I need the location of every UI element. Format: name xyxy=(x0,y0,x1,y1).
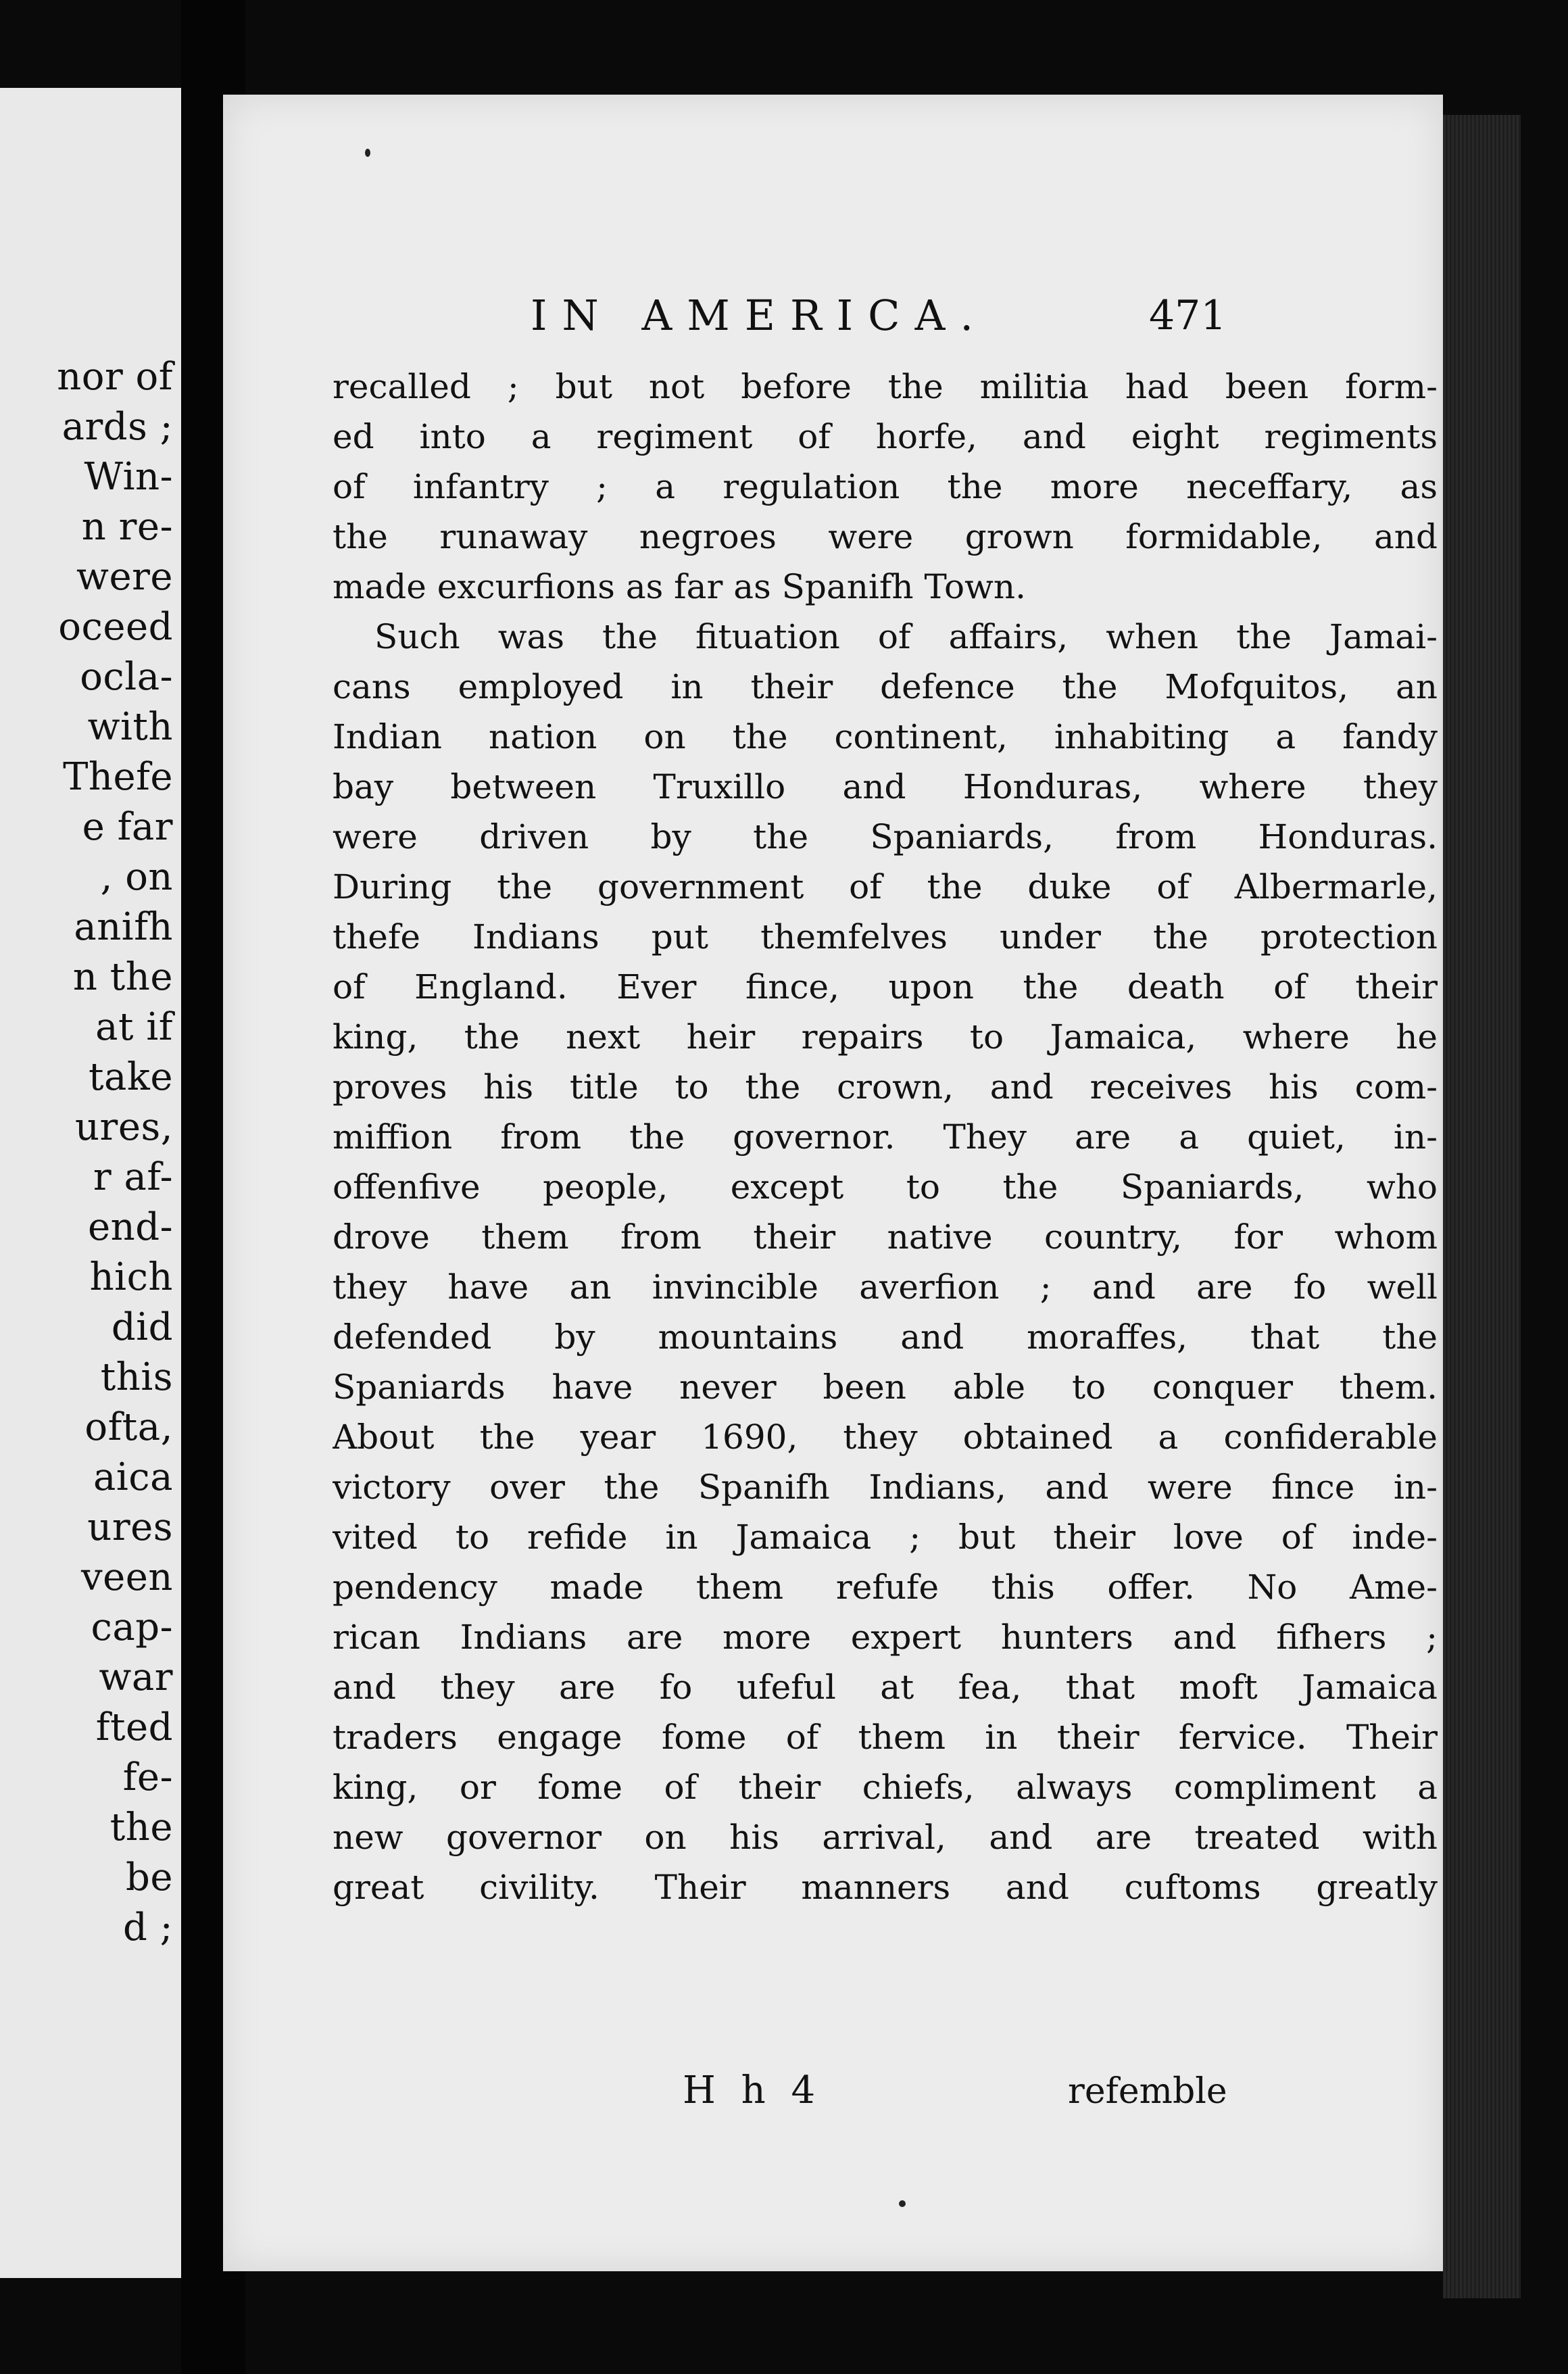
previous-page-line-end: aica xyxy=(93,1455,173,1499)
catchword: refemble xyxy=(1068,2071,1227,2112)
previous-page-line-end: ures, xyxy=(74,1105,173,1149)
previous-page-line-end: , on xyxy=(100,855,173,899)
text-line: of infantry ; a regulation the more neceffary, as xyxy=(333,467,1438,506)
previous-page-line-end: e far xyxy=(82,805,173,849)
previous-page-line-end: n re- xyxy=(81,505,173,549)
previous-page-line-end: fted xyxy=(95,1705,173,1749)
text-line: cans employed in their defence the Mofquitos, an xyxy=(333,667,1438,706)
text-line: vited to refide in Jamaica ; but their love of inde- xyxy=(333,1518,1438,1557)
previous-page-line-end: nor of xyxy=(57,355,173,399)
ink-speck xyxy=(899,2200,906,2207)
text-line: About the year 1690, they obtained a confiderable xyxy=(333,1418,1438,1457)
previous-page-line-end: be xyxy=(126,1856,173,1899)
previous-page-line-end: with xyxy=(87,705,173,749)
signature-mark: H h 4 xyxy=(683,2068,823,2112)
previous-page-line-end: Win- xyxy=(84,455,173,499)
running-head xyxy=(223,291,1443,352)
page-edges xyxy=(1443,115,1521,2298)
text-line: bay between Truxillo and Honduras, where they xyxy=(333,767,1438,806)
previous-page-line-end: take xyxy=(89,1055,173,1099)
text-line: drove them from their native country, for whom xyxy=(333,1217,1438,1257)
text-line: Spaniards have never been able to conquer them. xyxy=(333,1367,1438,1407)
previous-page-line-end: r af- xyxy=(93,1155,173,1199)
text-line: new governor on his arrival, and are treated with xyxy=(333,1818,1438,1857)
text-line: they have an invincible averfion ; and are fo well xyxy=(333,1267,1438,1307)
previous-page-line-end: d ; xyxy=(122,1906,173,1949)
text-line: recalled ; but not before the militia had been form- xyxy=(333,367,1438,406)
text-line: ed into a regiment of horfe, and eight regiments xyxy=(333,417,1438,456)
text-line: defended by mountains and moraffes, that the xyxy=(333,1317,1438,1357)
text-line: were driven by the Spaniards, from Honduras. xyxy=(333,817,1438,856)
previous-page-line-end: veen xyxy=(81,1555,173,1599)
previous-page-line-end: cap- xyxy=(91,1605,173,1649)
text-line: proves his title to the crown, and receives his com- xyxy=(333,1067,1438,1107)
text-line: made excurfions as far as Spanifh Town. xyxy=(333,567,1026,606)
text-line: king, or fome of their chiefs, always compliment a xyxy=(333,1768,1438,1807)
text-line: thefe Indians put themfelves under the protection xyxy=(333,917,1438,956)
previous-page-line-end: anifh xyxy=(74,905,173,949)
previous-page-line-end: the xyxy=(109,1806,173,1849)
paragraph-first-line: Such was the fituation of affairs, when the Jamai- xyxy=(374,617,1438,656)
page-number: 471 xyxy=(1149,292,1227,339)
text-line: traders engage fome of them in their fervice. Their xyxy=(333,1718,1438,1757)
previous-page-line-end: ofta, xyxy=(84,1405,173,1449)
text-line: Indian nation on the continent, inhabiting a fandy xyxy=(333,717,1438,756)
text-line: rican Indians are more expert hunters and fifhers ; xyxy=(333,1618,1438,1657)
text-line: great civility. Their manners and cuftoms greatly xyxy=(333,1868,1438,1907)
book-page xyxy=(223,95,1443,2271)
previous-page-line-end: at if xyxy=(95,1005,173,1049)
previous-page-line-end: were xyxy=(76,555,173,599)
ink-speck xyxy=(365,149,370,157)
previous-page-line-end: oceed xyxy=(58,605,173,649)
text-line: offenfive people, except to the Spaniards, who xyxy=(333,1167,1438,1207)
text-line: and they are fo ufeful at fea, that moft Jamaica xyxy=(333,1668,1438,1707)
page-footer xyxy=(223,2068,1443,2129)
body-text xyxy=(333,362,1438,1912)
previous-page-line-end: end- xyxy=(88,1205,173,1249)
previous-page-fragment xyxy=(0,88,181,2278)
previous-page-line-end: this xyxy=(100,1355,173,1399)
text-line: victory over the Spanifh Indians, and were fince in- xyxy=(333,1468,1438,1507)
previous-page-line-end: Thefe xyxy=(63,755,173,799)
text-line: the runaway negroes were grown formidable, and xyxy=(333,517,1438,556)
text-line: king, the next heir repairs to Jamaica, where he xyxy=(333,1017,1438,1057)
previous-page-line-end: fe- xyxy=(122,1755,173,1799)
text-line: During the government of the duke of Albermarle, xyxy=(333,867,1438,906)
previous-page-line-end: ocla- xyxy=(80,655,173,699)
text-line: of England. Ever fince, upon the death of their xyxy=(333,967,1438,1007)
previous-page-line-end: ards ; xyxy=(62,405,173,449)
previous-page-line-end: hich xyxy=(89,1255,173,1299)
text-line: pendency made them refufe this offer. No Ame- xyxy=(333,1568,1438,1607)
previous-page-line-end: ures xyxy=(87,1505,173,1549)
text-line: miffion from the governor. They are a quiet, in- xyxy=(333,1117,1438,1157)
previous-page-line-end: did xyxy=(111,1305,173,1349)
previous-page-line-end: war xyxy=(99,1655,173,1699)
previous-page-line-end: n the xyxy=(72,955,173,999)
running-head-title: IN AMERICA. xyxy=(531,291,989,340)
